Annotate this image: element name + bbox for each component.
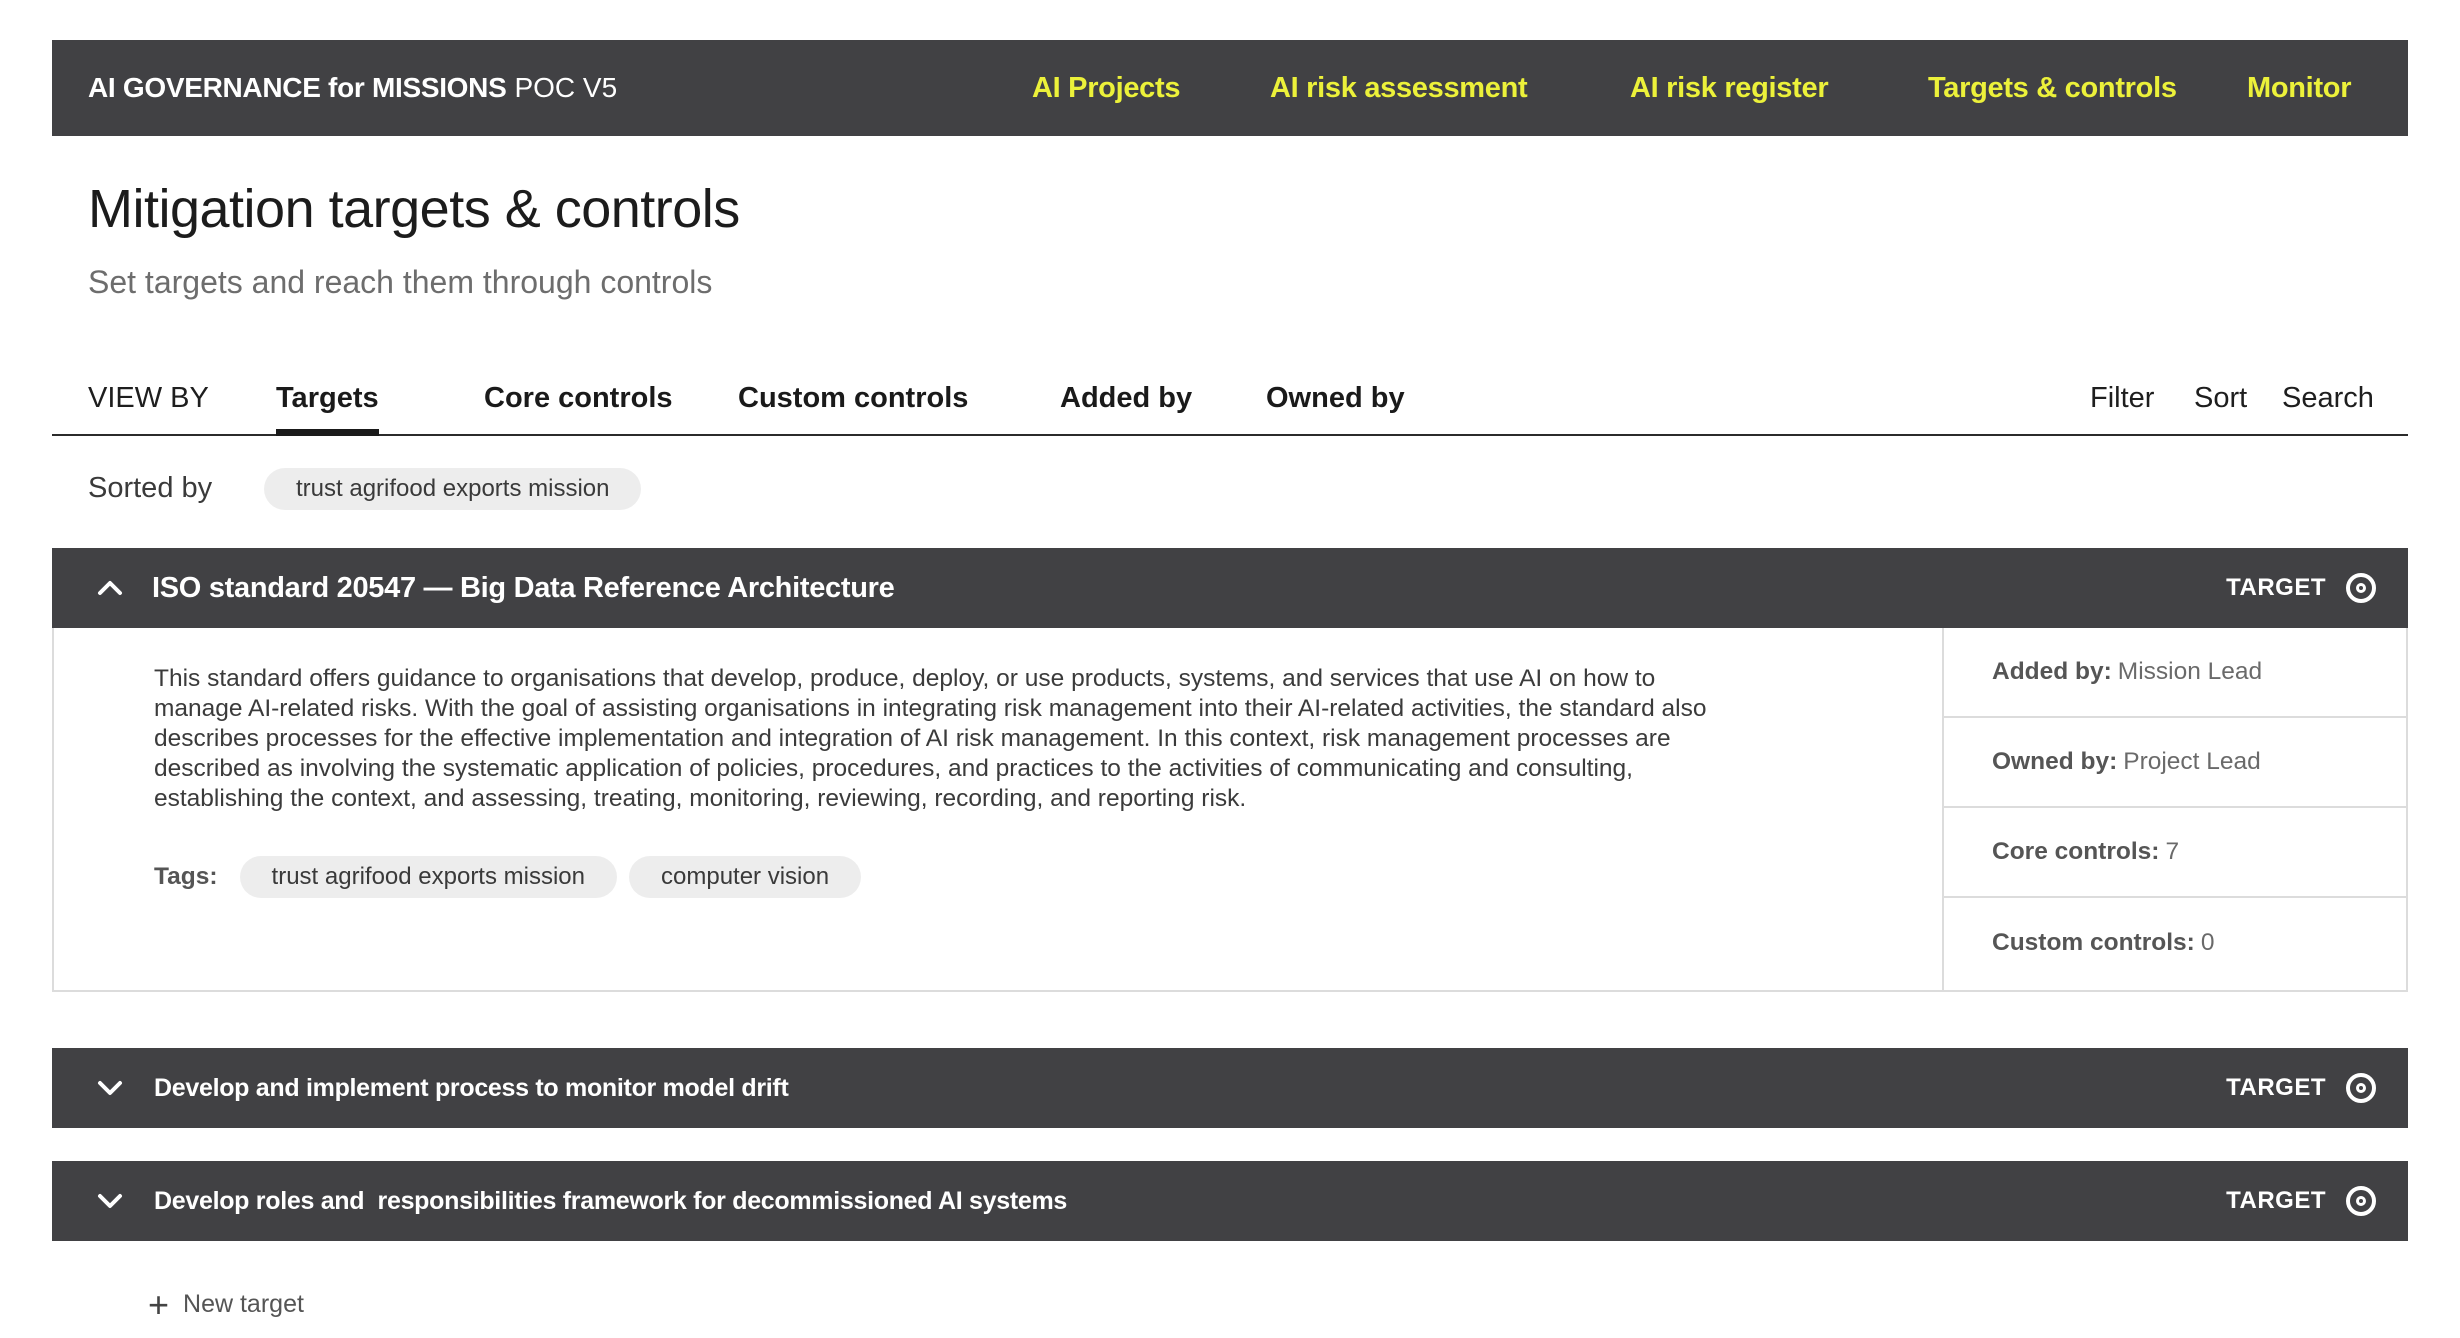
- target-row-header[interactable]: [52, 548, 2408, 628]
- tag-chip[interactable]: trust agrifood exports mission: [240, 856, 617, 898]
- tab-owned-by[interactable]: Owned by: [1266, 382, 1405, 414]
- brand-name: AI GOVERNANCE for MISSIONS: [88, 72, 507, 103]
- target-icon: [2346, 1073, 2376, 1103]
- nav-ai-projects[interactable]: AI Projects: [1032, 71, 1181, 104]
- meta-owned-by: [1944, 718, 2406, 808]
- meta-label: Core controls:: [1992, 838, 2160, 865]
- target-badge: [2226, 573, 2376, 603]
- tab-targets[interactable]: Targets: [276, 382, 379, 434]
- app-brand: [88, 40, 617, 136]
- brand-version: POC V5: [514, 72, 618, 103]
- sorted-by-chip[interactable]: trust agrifood exports mission: [264, 468, 641, 510]
- new-target-button[interactable]: [148, 1283, 304, 1325]
- tags-label: Tags:: [154, 863, 218, 890]
- meta-value: 0: [2200, 929, 2215, 956]
- target-icon: [2346, 573, 2376, 603]
- chevron-down-icon[interactable]: [96, 1187, 124, 1215]
- target-title: ISO standard 20547 — Big Data Reference Architecture: [152, 571, 895, 604]
- target-tags: [154, 856, 861, 898]
- nav-ai-risk-register[interactable]: AI risk register: [1630, 71, 1829, 104]
- nav-monitor[interactable]: Monitor: [2247, 71, 2352, 104]
- meta-value: 7: [2165, 838, 2180, 865]
- view-by-bar: [52, 370, 2408, 436]
- nav-targets-controls[interactable]: Targets & controls: [1928, 71, 2177, 104]
- tag-chip[interactable]: computer vision: [629, 856, 861, 898]
- sort-button[interactable]: Sort: [2194, 382, 2248, 414]
- tab-added-by[interactable]: Added by: [1060, 382, 1193, 414]
- new-target-label: New target: [183, 1290, 304, 1318]
- nav-ai-risk-assessment[interactable]: AI risk assessment: [1270, 71, 1528, 104]
- meta-core-controls: [1944, 808, 2406, 898]
- target-badge: [2226, 1186, 2376, 1216]
- chevron-down-icon[interactable]: [96, 1074, 124, 1102]
- search-button[interactable]: Search: [2282, 382, 2374, 414]
- meta-label: Owned by:: [1992, 748, 2118, 775]
- target-row-header[interactable]: [52, 1161, 2408, 1241]
- target-row-header[interactable]: [52, 1048, 2408, 1128]
- meta-added-by: [1944, 628, 2406, 718]
- meta-value: Mission Lead: [2117, 658, 2263, 685]
- target-badge-label: TARGET: [2226, 1187, 2326, 1214]
- chevron-up-icon[interactable]: [96, 574, 124, 602]
- sorted-by-label: Sorted by: [88, 472, 213, 504]
- target-title: Develop and implement process to monitor model drift: [154, 1073, 789, 1102]
- tab-core-controls[interactable]: Core controls: [484, 382, 673, 414]
- target-meta-panel: [1942, 628, 2406, 990]
- meta-value: Project Lead: [2123, 748, 2261, 775]
- meta-custom-controls: [1944, 898, 2406, 988]
- meta-label: Added by:: [1992, 658, 2112, 685]
- plus-icon: +: [148, 1283, 170, 1325]
- target-title: Develop roles and responsibilities framework for decommissioned AI systems: [154, 1186, 1067, 1215]
- filter-button[interactable]: Filter: [2090, 382, 2155, 414]
- page-title: Mitigation targets & controls: [88, 179, 740, 239]
- target-icon: [2346, 1186, 2376, 1216]
- target-description: This standard offers guidance to organisations that develop, produce, deploy, or use products, systems, and services that use AI on how to manage AI-related risks. With the goal of assisting organisations in integrating risk management into their AI-related activities, the standard also describes processes for the effective implementation and integration of AI risk management. In this context, risk management processes are described as involving the systematic application of policies, procedures, and practices to the activities of communicating and consulting, establishing the context, and assessing, treating, monitoring, reviewing, recording, and reporting risk.: [154, 665, 1707, 812]
- meta-label: Custom controls:: [1992, 929, 2195, 956]
- target-badge-label: TARGET: [2226, 1074, 2326, 1101]
- page-subtitle: Set targets and reach them through controls: [88, 264, 713, 300]
- target-details: [52, 628, 2408, 992]
- top-navigation-bar: [52, 40, 2408, 136]
- view-by-label: VIEW BY: [88, 382, 209, 414]
- target-badge-label: TARGET: [2226, 574, 2326, 601]
- tab-custom-controls[interactable]: Custom controls: [738, 382, 969, 414]
- target-badge: [2226, 1073, 2376, 1103]
